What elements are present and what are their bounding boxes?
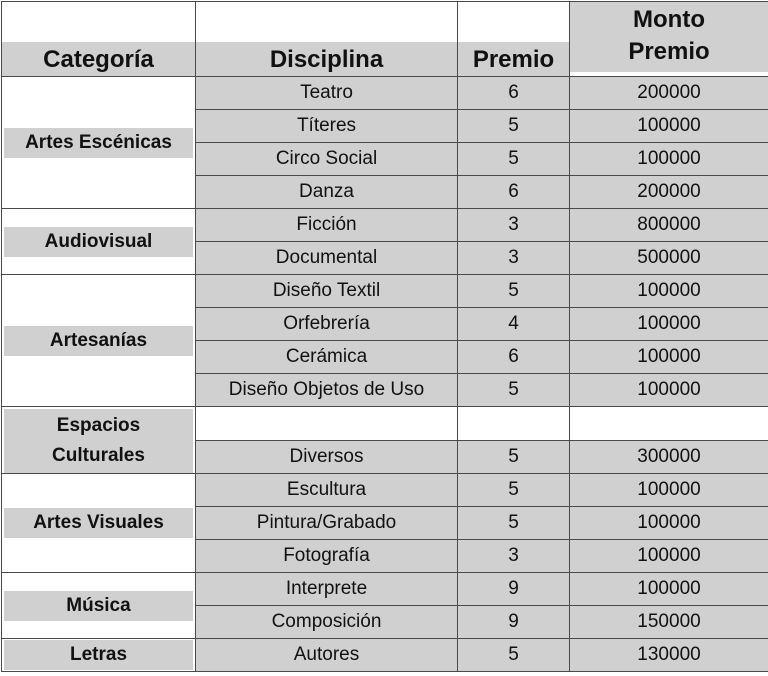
monto-cell[interactable]: 300000: [570, 440, 768, 474]
monto-cell[interactable]: 100000: [570, 308, 768, 341]
category-label: Artes Escénicas: [4, 128, 193, 158]
disciplina-cell[interactable]: Interprete: [196, 573, 458, 606]
premio-cell[interactable]: 9: [458, 573, 570, 606]
premio-cell[interactable]: 5: [458, 474, 570, 507]
premio-cell[interactable]: [458, 407, 570, 441]
category-label: Artes Visuales: [4, 508, 193, 538]
monto-cell[interactable]: 100000: [570, 341, 768, 374]
category-label: Audiovisual: [4, 227, 193, 257]
table-row: [2, 639, 768, 672]
premio-cell[interactable]: 5: [458, 374, 570, 407]
disciplina-cell[interactable]: Cerámica: [196, 341, 458, 374]
header-categoria[interactable]: [2, 2, 196, 77]
header-monto-premio[interactable]: [570, 2, 768, 77]
category-cell[interactable]: [2, 573, 196, 639]
header-monto-premio-label: [570, 2, 768, 72]
disciplina-cell[interactable]: Danza: [196, 176, 458, 209]
header-disciplina[interactable]: [196, 2, 458, 77]
category-cell[interactable]: [2, 209, 196, 275]
monto-cell[interactable]: 800000: [570, 209, 768, 242]
header-premio-label: Premio: [458, 42, 569, 76]
premio-cell[interactable]: 6: [458, 341, 570, 374]
disciplina-cell[interactable]: Ficción: [196, 209, 458, 242]
monto-cell[interactable]: [570, 407, 768, 441]
table-row: [2, 275, 768, 308]
premio-cell[interactable]: 5: [458, 110, 570, 143]
category-cell[interactable]: [2, 407, 196, 474]
table-row: [2, 209, 768, 242]
category-label-line1: Espacios: [56, 415, 141, 436]
disciplina-cell[interactable]: Documental: [196, 242, 458, 275]
monto-cell[interactable]: 100000: [570, 143, 768, 176]
monto-cell[interactable]: 100000: [570, 507, 768, 540]
disciplina-cell[interactable]: Diversos: [196, 440, 458, 474]
table-row: [2, 474, 768, 507]
premio-cell[interactable]: 5: [458, 507, 570, 540]
monto-cell[interactable]: 100000: [570, 110, 768, 143]
disciplina-cell[interactable]: Autores: [196, 639, 458, 672]
category-cell[interactable]: [2, 275, 196, 407]
disciplina-cell[interactable]: Fotografía: [196, 540, 458, 573]
disciplina-cell[interactable]: Circo Social: [196, 143, 458, 176]
category-label: Letras: [4, 640, 193, 670]
table-row: [2, 573, 768, 606]
premio-cell[interactable]: 9: [458, 606, 570, 639]
header-categoria-label: Categoría: [2, 42, 195, 76]
disciplina-cell[interactable]: Teatro: [196, 77, 458, 110]
table-row: [2, 407, 768, 441]
premio-cell[interactable]: 3: [458, 242, 570, 275]
premio-cell[interactable]: 5: [458, 275, 570, 308]
monto-cell[interactable]: 100000: [570, 374, 768, 407]
disciplina-cell[interactable]: Escultura: [196, 474, 458, 507]
monto-cell[interactable]: 130000: [570, 639, 768, 672]
disciplina-cell[interactable]: Diseño Textil: [196, 275, 458, 308]
category-label: Música: [4, 591, 193, 621]
category-cell[interactable]: [2, 639, 196, 672]
header-premio[interactable]: [458, 2, 570, 77]
header-disciplina-label: Disciplina: [196, 42, 457, 76]
premio-cell[interactable]: 3: [458, 209, 570, 242]
header-monto-line2: Premio: [628, 38, 710, 65]
monto-cell[interactable]: 500000: [570, 242, 768, 275]
table-row: [2, 77, 768, 110]
monto-cell[interactable]: 200000: [570, 77, 768, 110]
category-cell[interactable]: [2, 77, 196, 209]
monto-cell[interactable]: 150000: [570, 606, 768, 639]
category-label-line2: Culturales: [52, 445, 145, 466]
premio-cell[interactable]: 5: [458, 639, 570, 672]
category-cell[interactable]: [2, 474, 196, 573]
premio-cell[interactable]: 5: [458, 143, 570, 176]
premio-cell[interactable]: 4: [458, 308, 570, 341]
disciplina-cell[interactable]: [196, 407, 458, 441]
disciplina-cell[interactable]: Títeres: [196, 110, 458, 143]
monto-cell[interactable]: 100000: [570, 275, 768, 308]
monto-cell[interactable]: 100000: [570, 573, 768, 606]
disciplina-cell[interactable]: Orfebrería: [196, 308, 458, 341]
disciplina-cell[interactable]: Pintura/Grabado: [196, 507, 458, 540]
monto-cell[interactable]: 100000: [570, 540, 768, 573]
header-row: [2, 2, 768, 77]
category-label: Artesanías: [4, 326, 193, 356]
disciplina-cell[interactable]: Composición: [196, 606, 458, 639]
category-label: [4, 409, 193, 473]
monto-cell[interactable]: 100000: [570, 474, 768, 507]
premio-cell[interactable]: 6: [458, 77, 570, 110]
monto-cell[interactable]: 200000: [570, 176, 768, 209]
header-monto-line1: Monto: [633, 6, 705, 33]
premio-cell[interactable]: 5: [458, 440, 570, 474]
premios-table: [1, 1, 768, 672]
disciplina-cell[interactable]: Diseño Objetos de Uso: [196, 374, 458, 407]
premio-cell[interactable]: 6: [458, 176, 570, 209]
premio-cell[interactable]: 3: [458, 540, 570, 573]
